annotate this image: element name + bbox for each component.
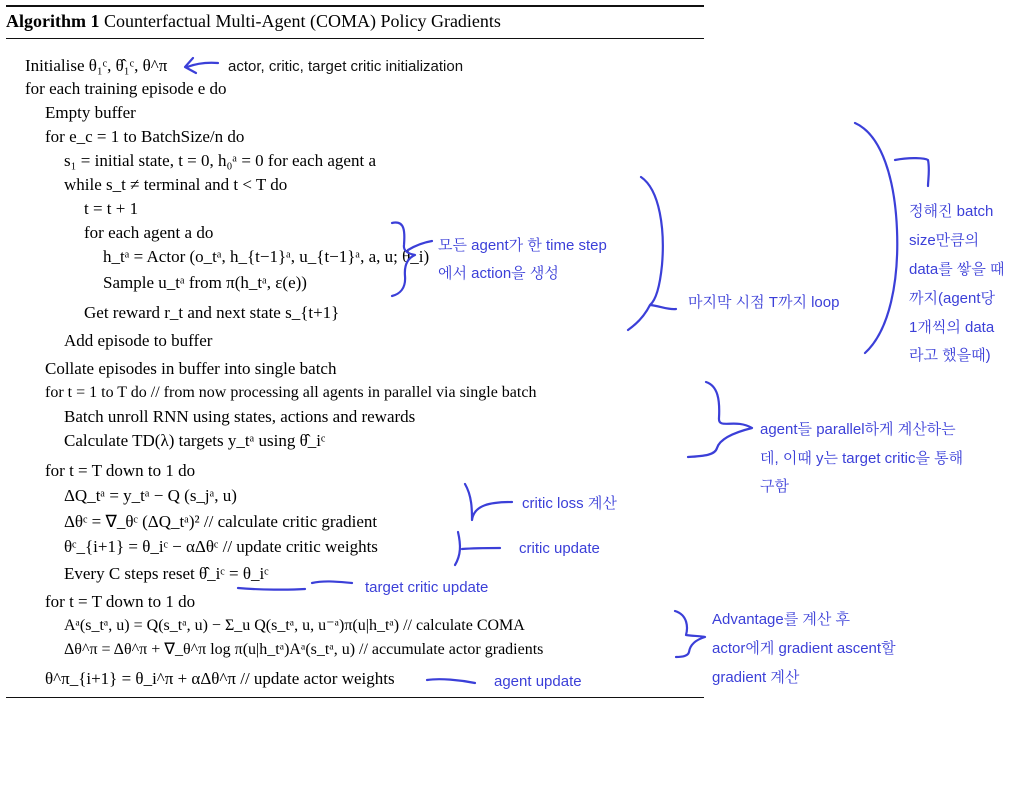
critic-loss-brace [465, 484, 512, 520]
algo-line-25: θ^π_{i+1} = θ_i^π + αΔθ^π // update actor weights [45, 669, 395, 688]
algo-line-14: for t = 1 to T do // from now processing all agents in parallel via single batch [45, 384, 537, 401]
parallel-brace [688, 382, 752, 457]
note-critic-update: critic update [519, 540, 600, 557]
note-parallel-line-1: agent들 parallel하게 계산하는 [760, 421, 956, 438]
algo-line-22: for t = T down to 1 do [45, 592, 196, 611]
algo-line-10: Sample u_tᵃ from π(h_tᵃ, ε(e)) [103, 273, 307, 292]
note-batch-line-2: size만큼의 [909, 232, 980, 249]
algo-line-8: for each agent a do [84, 223, 214, 242]
algo-line-6: while s_t ≠ terminal and t < T do [64, 175, 288, 194]
note-loop: 마지막 시점 T까지 loop [688, 294, 840, 311]
algo-line-17: for t = T down to 1 do [45, 461, 196, 480]
note-action-gen-line-1: 모든 agent가 한 time step [438, 237, 607, 254]
note-batch-line-3: data를 쌓을 때 [909, 261, 1005, 278]
note-critic-loss: critic loss 계산 [522, 495, 617, 512]
note-agent-update: agent update [494, 673, 582, 690]
algo-line-12: Add episode to buffer [64, 331, 213, 350]
algo-line-7: t = t + 1 [84, 199, 139, 218]
note-advantage-line-1: Advantage를 계산 후 [712, 611, 851, 628]
note-batch-line-4: 까지(agent당 [909, 290, 996, 307]
algo-line-24: Δθ^π = Δθ^π + ∇_θ^π log π(u|h_tᵃ)Aᵃ(s_tᵃ, u) // accumulate actor gradients [64, 641, 544, 658]
action-brace [392, 223, 415, 296]
algo-line-23: Aᵃ(s_tᵃ, u) = Q(s_tᵃ, u) − Σ_u Q(s_tᵃ, u, u⁻ᵃ)π(u|h_tᵃ) // calculate COMA [64, 617, 525, 634]
advantage-brace [675, 611, 705, 657]
algo-line-20: θᶜ_{i+1} = θ_iᶜ − αΔθᶜ // update critic weights [64, 537, 378, 556]
note-target-update: target critic update [365, 579, 489, 596]
loop-brace [628, 177, 676, 330]
note-parallel-line-3: 구함 [760, 478, 789, 495]
note-action-gen-line-2: 에서 action을 생성 [438, 265, 559, 282]
algo-line-9: h_tᵃ = Actor (o_tᵃ, h_{t−1}ᵃ, u_{t−1}ᵃ, a, u; θ_i) [103, 247, 430, 266]
algorithm-name: Counterfactual Multi-Agent (COMA) Policy Gradients [104, 11, 501, 31]
note-batch-line-5: 1개씩의 data [909, 319, 995, 336]
target-underline [238, 581, 352, 589]
algo-line-4: for e_c = 1 to BatchSize/n do [45, 127, 245, 146]
note-parallel-line-2: 데, 이때 y는 target critic을 통해 [760, 450, 964, 467]
action-arrow [408, 241, 432, 250]
algo-line-13: Collate episodes in buffer into single batch [45, 359, 337, 378]
note-init: actor, critic, target critic initialization [228, 58, 464, 75]
init-arrow [185, 58, 218, 73]
algo-line-3: Empty buffer [45, 103, 136, 122]
note-batch-line-6: 라고 했을때) [909, 347, 991, 364]
algo-line-19: Δθᶜ = ∇_θᶜ (ΔQ_tᵃ)² // calculate critic gradient [64, 512, 378, 531]
note-batch-line-1: 정해진 batch [909, 203, 994, 220]
critic-update-brace [455, 532, 500, 565]
algo-line-1: Initialise θ₁ᶜ, θ̂₁ᶜ, θ^π [25, 56, 168, 75]
algo-line-16: Calculate TD(λ) targets y_tᵃ using θ̂_iᶜ [64, 431, 326, 450]
algo-line-18: ΔQ_tᵃ = y_tᵃ − Q (s_jᵃ, u) [64, 486, 237, 505]
algo-line-2: for each training episode e do [25, 79, 227, 98]
agent-update-stroke [427, 679, 475, 683]
algo-line-11: Get reward r_t and next state s_{t+1} [84, 303, 340, 322]
algo-line-21: Every C steps reset θ̂_iᶜ = θ_iᶜ [64, 564, 269, 583]
algo-line-5: s₁ = initial state, t = 0, h₀ᵃ = 0 for each agent a [64, 151, 376, 170]
algorithm-number: Algorithm 1 [6, 11, 100, 31]
algo-line-15: Batch unroll RNN using states, actions and rewards [64, 407, 416, 426]
note-advantage-line-2: actor에게 gradient ascent할 [712, 640, 896, 657]
note-advantage-line-3: gradient 계산 [712, 669, 800, 686]
